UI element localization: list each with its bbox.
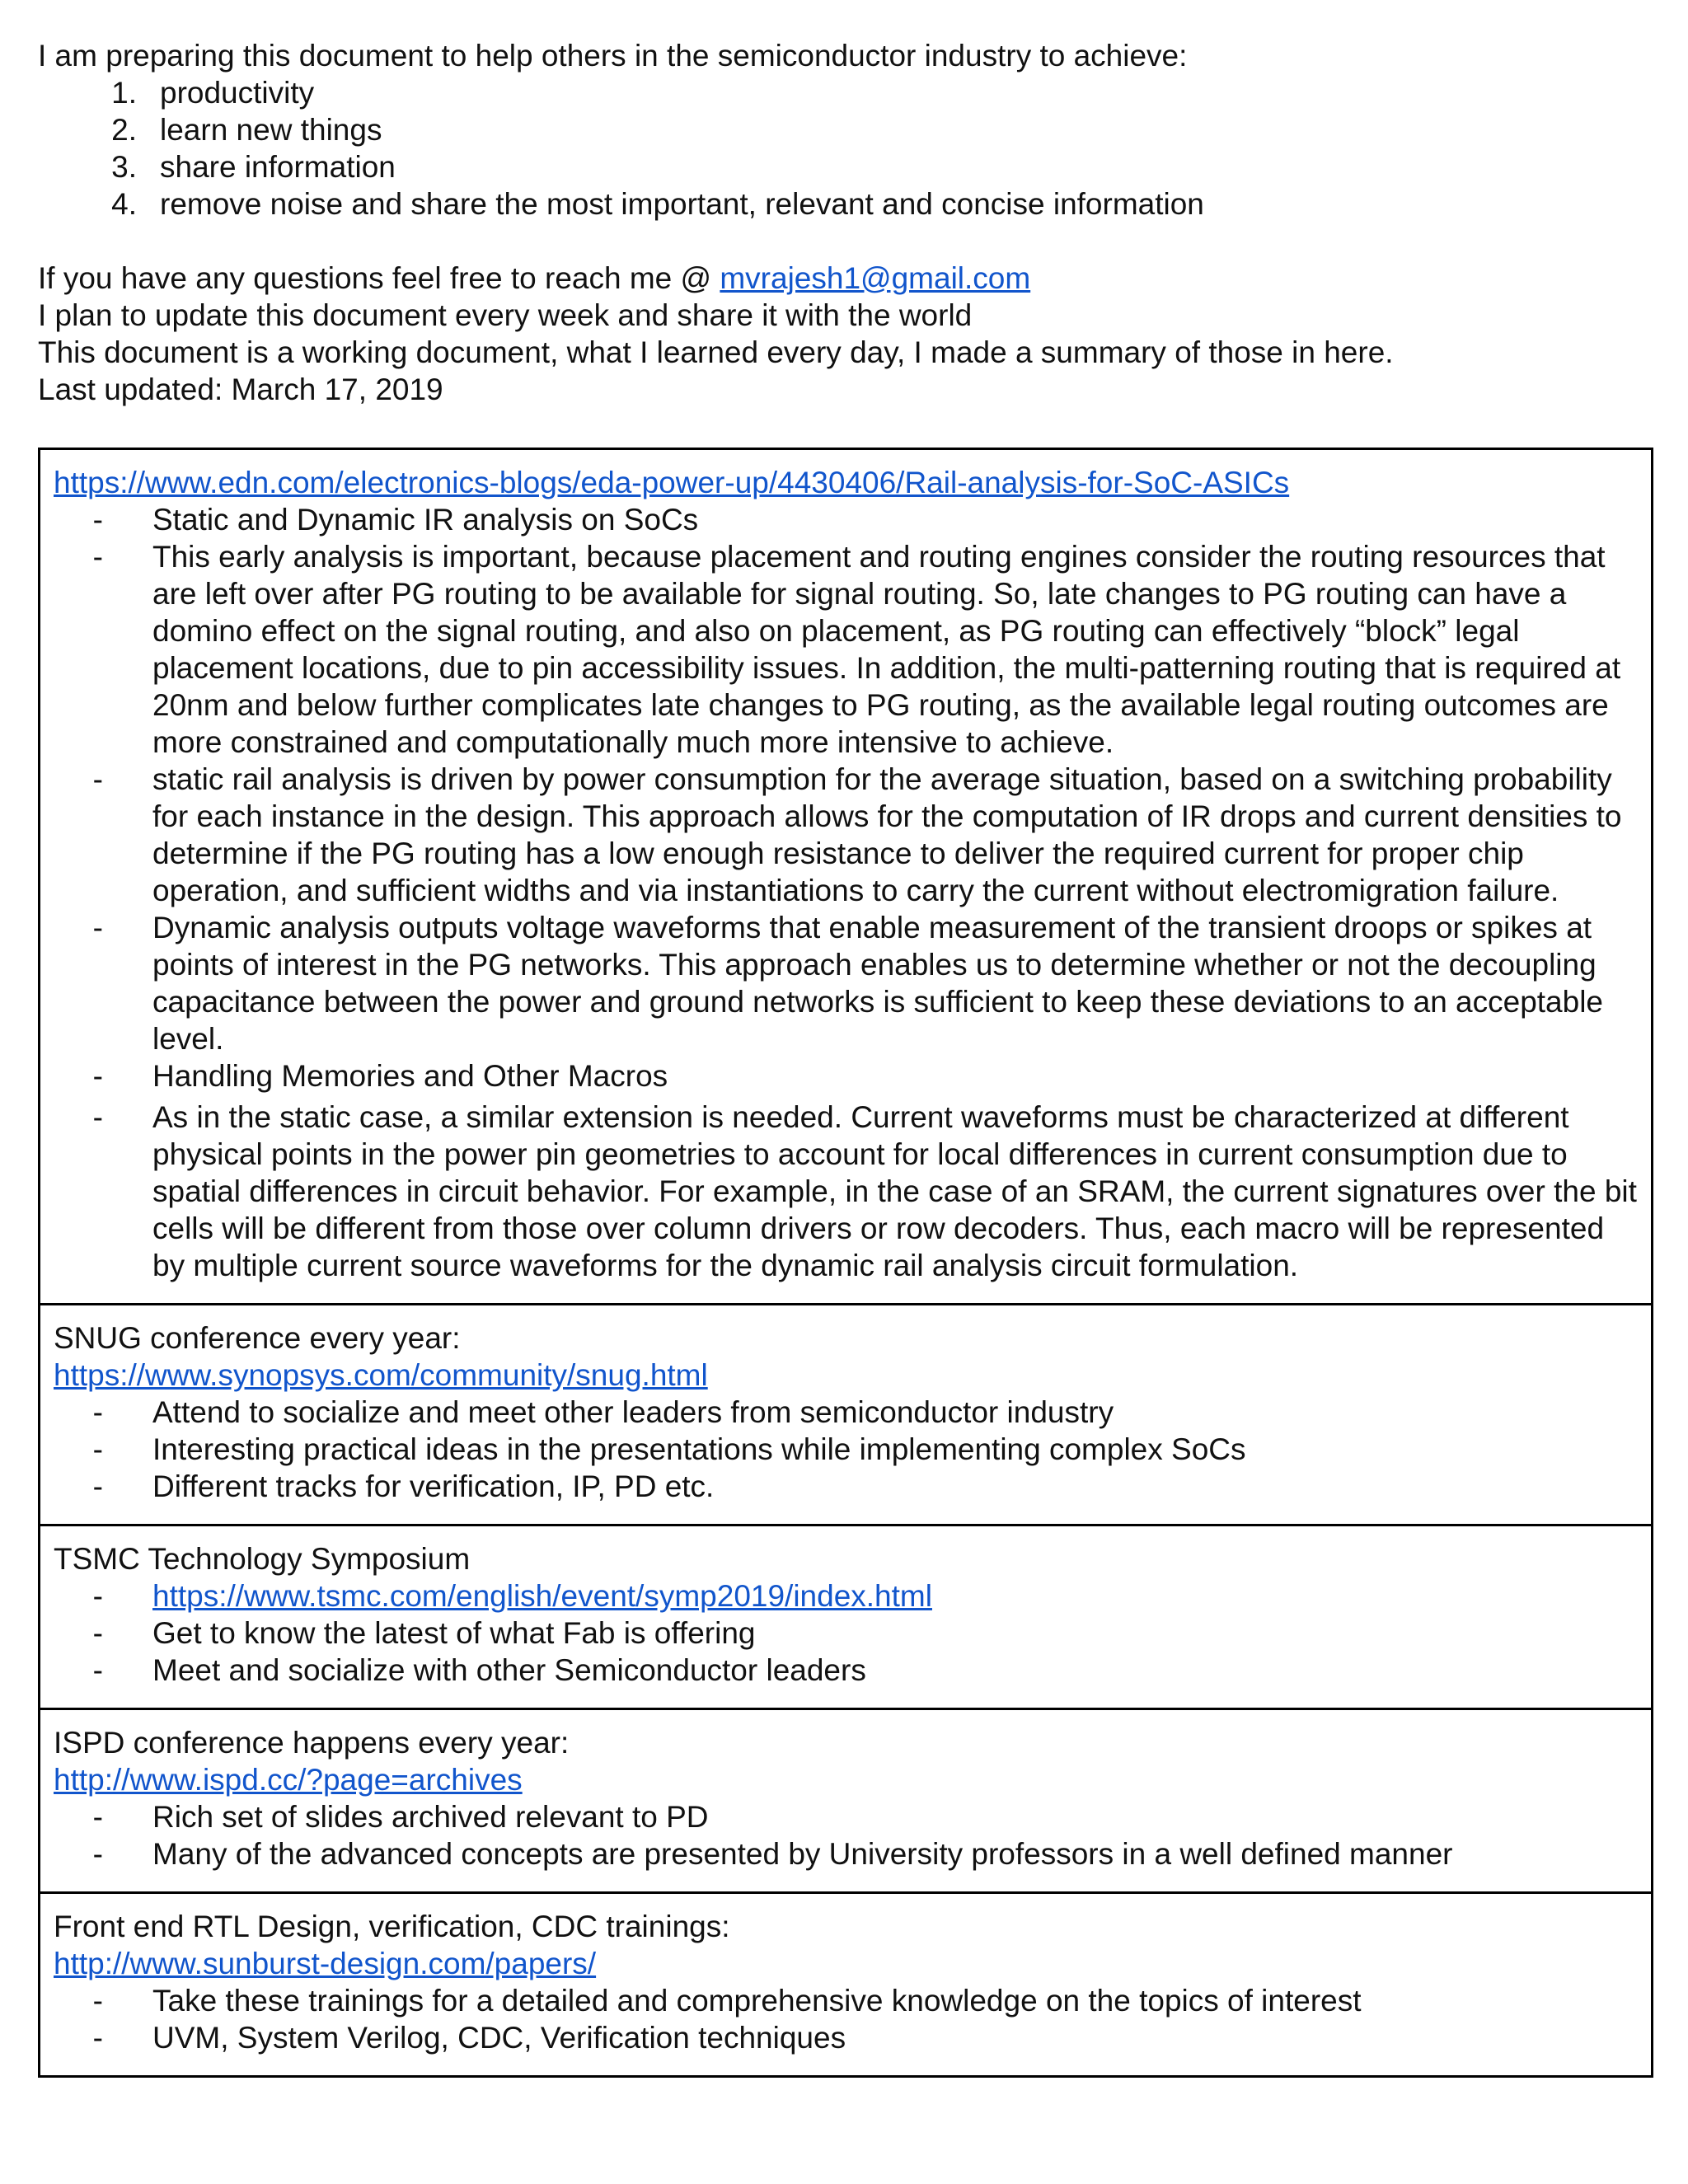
ispd-cell (40, 1709, 1653, 1893)
email-link[interactable]: mvrajesh1@gmail.com (720, 261, 1031, 295)
contact-line: If you have any questions feel free to reach me @ mvrajesh1@gmail.com (38, 261, 1031, 295)
list-item: - Static and Dynamic IR analysis on SoCs (92, 503, 699, 537)
list-item: - Attend to socialize and meet other leaders from semiconductor industry (92, 1395, 1114, 1429)
list-item: - Meet and socialize with other Semiconductor leaders (92, 1653, 866, 1687)
list-item: - Get to know the latest of what Fab is offering (92, 1616, 756, 1650)
frontend-bullets (54, 1982, 1638, 2056)
snug-heading: SNUG conference every year: (54, 1321, 461, 1355)
tsmc-cell (40, 1526, 1653, 1709)
list-item: - static rail analysis is driven by power consumption for the average situation, based on a switching probability for each instance in the design. This approach allows for the computation of IR drops and current densities to determine if the PG routing has a low enough resistance to deliver the required current for proper chip operation, and sufficient widths and via instantiations to carry the current without electromigration failure. (92, 762, 1622, 907)
frontend-heading: Front end RTL Design, verification, CDC trainings: (54, 1910, 730, 1943)
ispd-heading: ISPD conference happens every year: (54, 1726, 570, 1760)
list-item: - This early analysis is important, because placement and routing engines consider the routing resources that are left over after PG routing to be available for signal routing. So, late changes to PG routing can have a domino effect on the signal routing, and also on placement, as PG routing can effectively “block” legal placement locations, due to pin accessibility issues. In addition, the multi-patterning routing that is required at 20nm and below further complicates late changes to PG routing, as the available legal routing outcomes are more constrained and computationally much more intensive to achieve. (92, 540, 1621, 759)
last-updated: Last updated: March 17, 2019 (38, 373, 443, 406)
list-item: 1. productivity (111, 76, 315, 110)
goals-list (38, 74, 1645, 223)
rail-bullets (54, 501, 1638, 1284)
tsmc-link[interactable]: https://www.tsmc.com/english/event/symp2019/index.html (152, 1579, 932, 1613)
notes-table (38, 448, 1653, 2078)
list-item: - Different tracks for verification, IP, PD etc. (92, 1469, 715, 1503)
list-item: - Handling Memories and Other Macros (92, 1059, 668, 1093)
snug-bullets (54, 1394, 1638, 1505)
working-note: This document is a working document, what I learned every day, I made a summary of those in here. (38, 335, 1394, 369)
snug-cell (40, 1305, 1653, 1526)
table-row (40, 1305, 1653, 1526)
list-item: - As in the static case, a similar extension is needed. Current waveforms must be characterized at different physical points in the power pin geometries to account for local differences in current consumption due to spatial differences in circuit behavior. For example, in the case of an SRAM, the current signatures over the bit cells will be different from those over column drivers or row decoders. Thus, each macro will be represented by multiple current source waveforms for the dynamic rail analysis circuit formulation. (92, 1100, 1637, 1282)
snug-link[interactable]: https://www.synopsys.com/community/snug.html (54, 1358, 708, 1392)
table-row (40, 449, 1653, 1305)
list-item: - Dynamic analysis outputs voltage waveforms that enable measurement of the transient droops or spikes at points of interest in the PG networks. This approach enables us to determine whether or not the decoupling capacitance between the power and ground networks is sufficient to keep these deviations to an acceptable level. (92, 911, 1604, 1056)
update-plan: I plan to update this document every week and share it with the world (38, 298, 973, 332)
tsmc-bullets (54, 1577, 1638, 1689)
ispd-bullets (54, 1798, 1638, 1872)
list-item: - UVM, System Verilog, CDC, Verification techniques (92, 2021, 846, 2055)
rail-analysis-link[interactable]: https://www.edn.com/electronics-blogs/eda-power-up/4430406/Rail-analysis-for-SoC-ASICs (54, 466, 1290, 499)
list-item: - https://www.tsmc.com/english/event/symp2019/index.html (92, 1579, 932, 1613)
intro-section (38, 37, 1645, 408)
tsmc-heading: TSMC Technology Symposium (54, 1542, 471, 1576)
table-row (40, 1526, 1653, 1709)
list-item: 3. share information (111, 150, 396, 184)
intro-lead: I am preparing this document to help others in the semiconductor industry to achieve: (38, 39, 1188, 73)
list-item: - Interesting practical ideas in the presentations while implementing complex SoCs (92, 1432, 1246, 1466)
frontend-cell (40, 1893, 1653, 2077)
table-row (40, 1893, 1653, 2077)
frontend-link[interactable]: http://www.sunburst-design.com/papers/ (54, 1947, 597, 1980)
rail-analysis-cell (40, 449, 1653, 1305)
list-item: - Many of the advanced concepts are presented by University professors in a well defined manner (92, 1837, 1453, 1871)
list-item: - Rich set of slides archived relevant to PD (92, 1800, 709, 1834)
table-row (40, 1709, 1653, 1893)
list-item: 2. learn new things (111, 113, 382, 147)
list-item: 4. remove noise and share the most important, relevant and concise information (111, 187, 1204, 221)
ispd-link[interactable]: http://www.ispd.cc/?page=archives (54, 1763, 523, 1797)
list-item: - Take these trainings for a detailed and comprehensive knowledge on the topics of interest (92, 1984, 1362, 2018)
